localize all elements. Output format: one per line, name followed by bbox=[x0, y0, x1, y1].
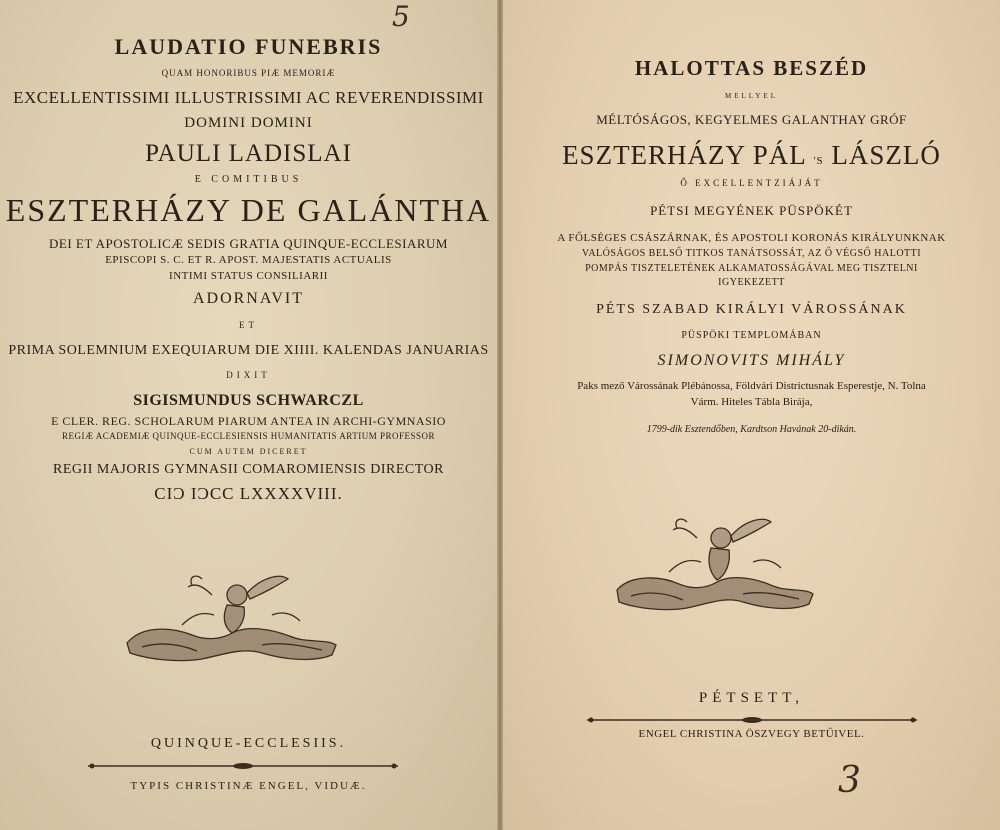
latin-line-domini: DOMINI DOMINI bbox=[184, 115, 313, 131]
hungarian-title: HALOTTAS BESZÉD bbox=[634, 56, 869, 80]
hungarian-place: PÉTSETT, bbox=[698, 690, 805, 706]
latin-line-e-comitibus: E COMITIBUS bbox=[194, 174, 303, 185]
ornamental-rule-left bbox=[88, 762, 398, 770]
latin-printer: TYPIS CHRISTINÆ ENGEL, VIDUÆ. bbox=[130, 780, 367, 792]
hungarian-name-b: LÁSZLÓ bbox=[831, 140, 941, 170]
latin-line-regii: REGII MAJORIS GYMNASII COMAROMIENSIS DIRECTOR bbox=[53, 462, 444, 477]
latin-line-quam: QUAM HONORIBUS PIÆ MEMORIÆ bbox=[161, 68, 336, 78]
right-page bbox=[503, 0, 1000, 830]
hungarian-line-meltosagos: MÉLTÓSÁGOS, KEGYELMES GALANTHAY GRÓF bbox=[596, 112, 907, 127]
latin-line-eszterhazy: ESZTERHÁZY DE GALÁNTHA bbox=[5, 192, 492, 228]
hungarian-name-line bbox=[503, 140, 1000, 171]
hungarian-line-puspoki: PÜSPÖKI TEMPLOMÁBAN bbox=[681, 330, 822, 341]
cherub-vignette-left bbox=[122, 555, 340, 670]
hungarian-date: 1799-dik Esztendőben, Kardtson Havának 20-dikán. bbox=[646, 424, 857, 435]
latin-line-et: ET bbox=[239, 320, 258, 330]
latin-line-adornavit: ADORNAVIT bbox=[192, 290, 305, 307]
latin-line-dei: DEI ET APOSTOLICÆ SEDIS GRATIA QUINQUE-ECCLESIARUM bbox=[48, 236, 448, 251]
hungarian-line-paks-1: Paks mező Várossának Plébánossa, Földvári Districtusnak Esperestje, N. Tolna bbox=[577, 380, 926, 392]
latin-line-cler: E CLER. REG. SCHOLARUM PIARUM ANTEA IN ARCHI-GYMNASIO bbox=[51, 414, 446, 428]
latin-line-cum: CUM AUTEM DICERET bbox=[189, 447, 308, 456]
hungarian-line-petsi: PÉTSI MEGYÉNEK PÜSPÖKÉT bbox=[650, 203, 853, 218]
handwritten-page-number: 5 bbox=[392, 0, 410, 33]
latin-line-dixit: DIXIT bbox=[226, 370, 271, 380]
hungarian-line-folseges: A FŐLSÉGES CSÁSZÁRNAK, ÉS APOSTOLI KORONÁS KIRÁLYUNKNAK bbox=[557, 232, 946, 244]
hungarian-name-s: 'S bbox=[813, 155, 824, 167]
latin-line-intimi: INTIMI STATUS CONSILIARII bbox=[169, 270, 328, 282]
hungarian-name-a: ESZTERHÁZY PÁL bbox=[562, 140, 806, 170]
latin-line-regiae: REGIÆ ACADEMIÆ QUINQUE-ECCLESIENSIS HUMANITATIS ARTIUM PROFESSOR bbox=[61, 431, 435, 441]
latin-line-pauli: PAULI LADISLAI bbox=[145, 140, 352, 167]
hungarian-line-excellentzia: Ő EXCELLENTZIÁJÁT bbox=[680, 178, 823, 188]
hungarian-line-igyekezett: IGYEKEZETT bbox=[718, 277, 785, 288]
cherub-vignette-right bbox=[613, 506, 815, 618]
latin-line-excellentissimi: EXCELLENTISSIMI ILLUSTRISSIMI AC REVERENDISSIMI bbox=[13, 88, 484, 107]
ornamental-rule-right bbox=[587, 716, 917, 724]
hungarian-line-paks-2: Várm. Hiteles Tábla Birája, bbox=[690, 396, 813, 408]
hungarian-line-valosagos: VALÓSÁGOS BELSŐ TITKOS TANÁTSOSSÁT, AZ Ő VÉGSŐ HALOTTI bbox=[581, 248, 922, 259]
latin-line-prima: PRIMA SOLEMNIUM EXEQUIARUM DIE XIIII. KALENDAS JANUARIAS bbox=[8, 343, 489, 358]
hungarian-line-pets-szabad: PÉTS SZABAD KIRÁLYI VÁROSSÁNAK bbox=[596, 302, 907, 317]
handwritten-page-number: 3 bbox=[838, 760, 861, 801]
latin-place: QUINQUE-ECCLESIIS. bbox=[150, 736, 347, 751]
latin-line-episcopi: EPISCOPI S. C. ET R. APOST. MAJESTATIS ACTUALIS bbox=[105, 254, 392, 266]
latin-title: LAUDATIO FUNEBRIS bbox=[114, 34, 383, 59]
hungarian-printer: ENGEL CHRISTINA ÖSZVEGY BETŰIVEL. bbox=[638, 728, 865, 740]
hungarian-author: SIMONOVITS MIHÁLY bbox=[657, 352, 846, 369]
latin-year: CIϽ IϽCC LXXXXVIII. bbox=[154, 484, 343, 503]
latin-author: SIGISMUNDUS SCHWARCZL bbox=[133, 392, 364, 409]
left-page bbox=[0, 0, 497, 830]
hungarian-line-pompas: POMPÁS TISZTELETÉNEK ALKAMATOSSÁGÁVAL MEG TISZTELNI bbox=[585, 263, 918, 274]
hungarian-line-mellyel: MELLYEL bbox=[725, 92, 778, 100]
